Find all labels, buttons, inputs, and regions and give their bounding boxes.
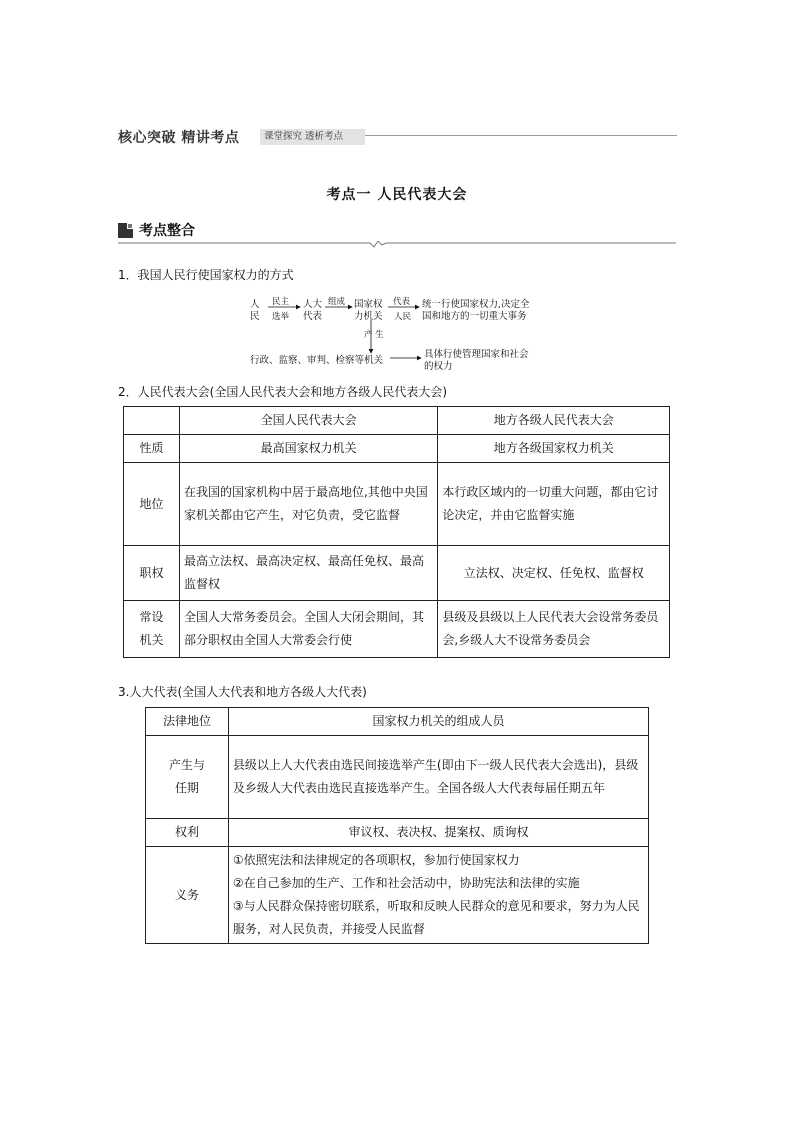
diagram-represent: 代表	[393, 297, 411, 307]
table-header-cell: 全国人民代表大会	[179, 407, 437, 435]
diagram-people-small: 人民	[394, 312, 412, 322]
row-label: 常设机关	[124, 601, 180, 658]
table-row	[146, 736, 649, 819]
diagram-people-2: 民	[250, 311, 260, 322]
deputy-table	[145, 707, 649, 944]
diagram-result1-line1: 统一行使国家权力,决定全	[422, 299, 530, 310]
row-label: 地位	[124, 463, 180, 546]
page-title: 考点一 人民代表大会	[326, 187, 468, 203]
row-label: 性质	[124, 435, 180, 463]
national-cell: 全国人大常务委员会。全国人大闭会期间，其部分职权由全国人大常委会行使	[179, 601, 437, 658]
diagram-form: 组成	[328, 297, 346, 307]
national-cell: 最高国家权力机关	[179, 435, 437, 463]
table-row	[146, 819, 649, 847]
diagram-arrows	[0, 0, 794, 400]
row-label: 义务	[146, 847, 229, 944]
table-header-cell: 地方各级人民代表大会	[438, 407, 670, 435]
national-cell: 在我国的国家机构中居于最高地位,其他中央国家机关都由它产生，对它负责，受它监督	[179, 463, 437, 546]
row-value-list	[228, 847, 648, 944]
diagram-result1-line2: 国和地方的一切重大事务	[422, 311, 527, 322]
row-label: 法律地位	[146, 708, 229, 736]
local-cell: 本行政区域内的一切重大问题，都由它讨论决定，并由它监督实施	[438, 463, 670, 546]
table-header-cell	[124, 407, 180, 435]
section-title: 考点整合	[139, 223, 195, 239]
table-row	[146, 708, 649, 736]
item-3-title: 3.人大代表(全国人大代表和地方各级人大代表)	[118, 685, 367, 699]
local-cell: 县级及县级以上人民代表大会设常务委员会,乡级人大不设常务委员会	[438, 601, 670, 658]
diagram-branches: 行政、监察、审判、检察等机关	[250, 355, 384, 366]
item-1-title: 1．我国人民行使国家权力的方式	[118, 268, 294, 282]
npc-comparison-table	[123, 406, 670, 658]
header-title: 核心突破 精讲考点	[118, 130, 240, 146]
table-row	[124, 546, 670, 601]
diagram-organ-2: 力机关	[354, 311, 383, 322]
diagram-npc-rep-1: 人大	[303, 299, 323, 310]
local-cell: 立法权、决定权、任免权、监督权	[438, 546, 670, 601]
diagram-produce-1: 产	[364, 330, 373, 340]
table-row	[124, 435, 670, 463]
diagram-npc-rep-2: 代表	[303, 311, 323, 322]
table-row	[146, 847, 649, 944]
diagram-result2-line1: 具体行使管理国家和社会	[424, 349, 529, 360]
row-label: 产生与任期	[146, 736, 229, 819]
diagram-result2-line2: 的权力	[424, 361, 453, 372]
row-value: 县级以上人大代表由选民间接选举产生(即由下一级人民代表大会选出)，县级及乡级人大代表由选民直接选举产生。全国各级人大代表每届任期五年	[228, 736, 648, 819]
diagram-produce-2: 生	[375, 330, 384, 340]
duty-line: ②在自己参加的生产、工作和社会活动中，协助宪法和法律的实施	[232, 876, 580, 890]
national-cell: 最高立法权、最高决定权、最高任免权、最高监督权	[179, 546, 437, 601]
table-row	[124, 463, 670, 546]
item-2-title: 2．人民代表大会(全国人民代表大会和地方各级人民代表大会)	[118, 385, 448, 399]
duty-line: ①依照宪法和法律规定的各项职权，参加行使国家权力	[232, 853, 520, 867]
duty-line: ③与人民群众保持密切联系，听取和反映人民群众的意见和要求，努力为人民服务，对人民负责，并接受人民监督	[232, 899, 640, 936]
table-row	[124, 601, 670, 658]
diagram-organ-1: 国家权	[354, 299, 383, 310]
diagram-people-1: 人	[250, 299, 260, 310]
diagram-democracy: 民主	[272, 297, 290, 307]
row-label: 权利	[146, 819, 229, 847]
table-header-row	[124, 407, 670, 435]
row-value: 审议权、表决权、提案权、质询权	[228, 819, 648, 847]
row-value: 国家权力机关的组成人员	[228, 708, 648, 736]
row-label: 职权	[124, 546, 180, 601]
header-tag: 课堂探究 透析考点	[260, 129, 365, 145]
local-cell: 地方各级国家权力机关	[438, 435, 670, 463]
diagram-elect: 选举	[272, 312, 290, 322]
